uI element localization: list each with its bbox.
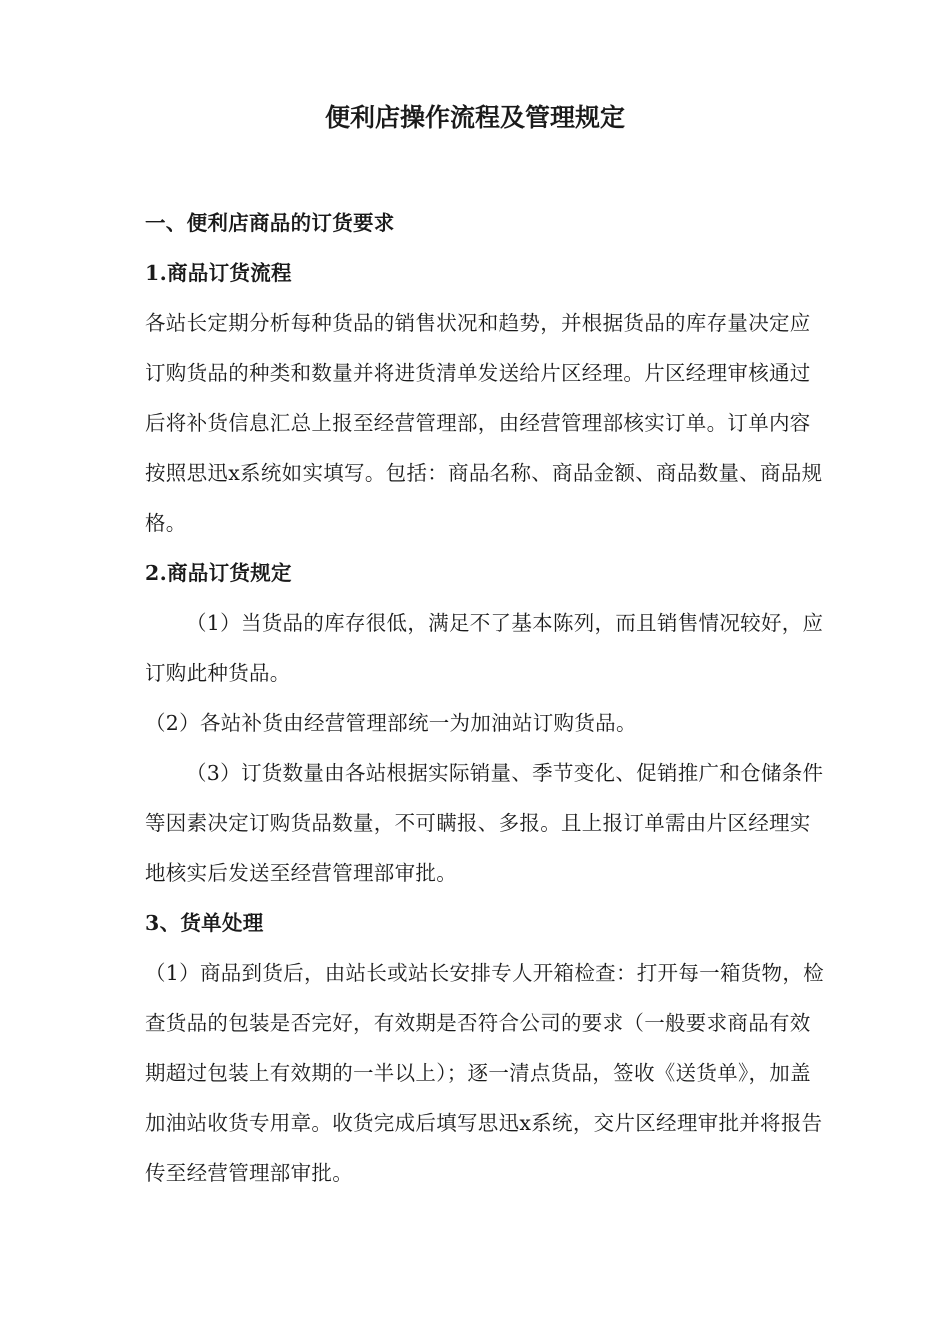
- rule-item-3: （3）订货数量由各站根据实际销量、季节变化、促销推广和仓储条件等因素决定订购货品数量，不可瞒报、多报。且上报订单需由片区经理实地核实后发送至经营管理部审批。: [145, 761, 824, 885]
- paragraph-ordering-process: 各站长定期分析每种货品的销售状况和趋势，并根据货品的库存量决定应订购货品的种类和数量并将进货清单发送给片区经理。片区经理审核通过后将补货信息汇总上报至经营管理部，由经营管理部核实订单。订单内容按照思迅x系统如实填写。包括：商品名称、商品金额、商品数量、商品规格。: [145, 311, 823, 535]
- rule-item-2: （2）各站补货由经营管理部统一为加油站订购货品。: [145, 711, 637, 735]
- rule-item-1: （1）当货品的库存很低，满足不了基本陈列，而且销售情况较好，应订购此种货品。: [145, 611, 824, 685]
- handling-item-1: （1）商品到货后，由站长或站长安排专人开箱检查：打开每一箱货物，检查货品的包装是否完好，有效期是否符合公司的要求（一般要求商品有效期超过包装上有效期的一半以上）；逐一清点货品，签收《送货单》，加盖加油站收货专用章。收货完成后填写思迅x系统，交片区经理审批并将报告传至经营管理部审批。: [145, 961, 824, 1185]
- document-body: [145, 198, 825, 1198]
- subheading-ordering-rules: 2.商品订货规定: [145, 561, 292, 585]
- document-title: 便利店操作流程及管理规定: [324, 103, 625, 132]
- subheading-order-handling: 3、货单处理: [145, 911, 264, 935]
- section-heading-ordering: 一、便利店商品的订货要求: [145, 211, 395, 235]
- subheading-ordering-process: 1.商品订货流程: [145, 261, 292, 285]
